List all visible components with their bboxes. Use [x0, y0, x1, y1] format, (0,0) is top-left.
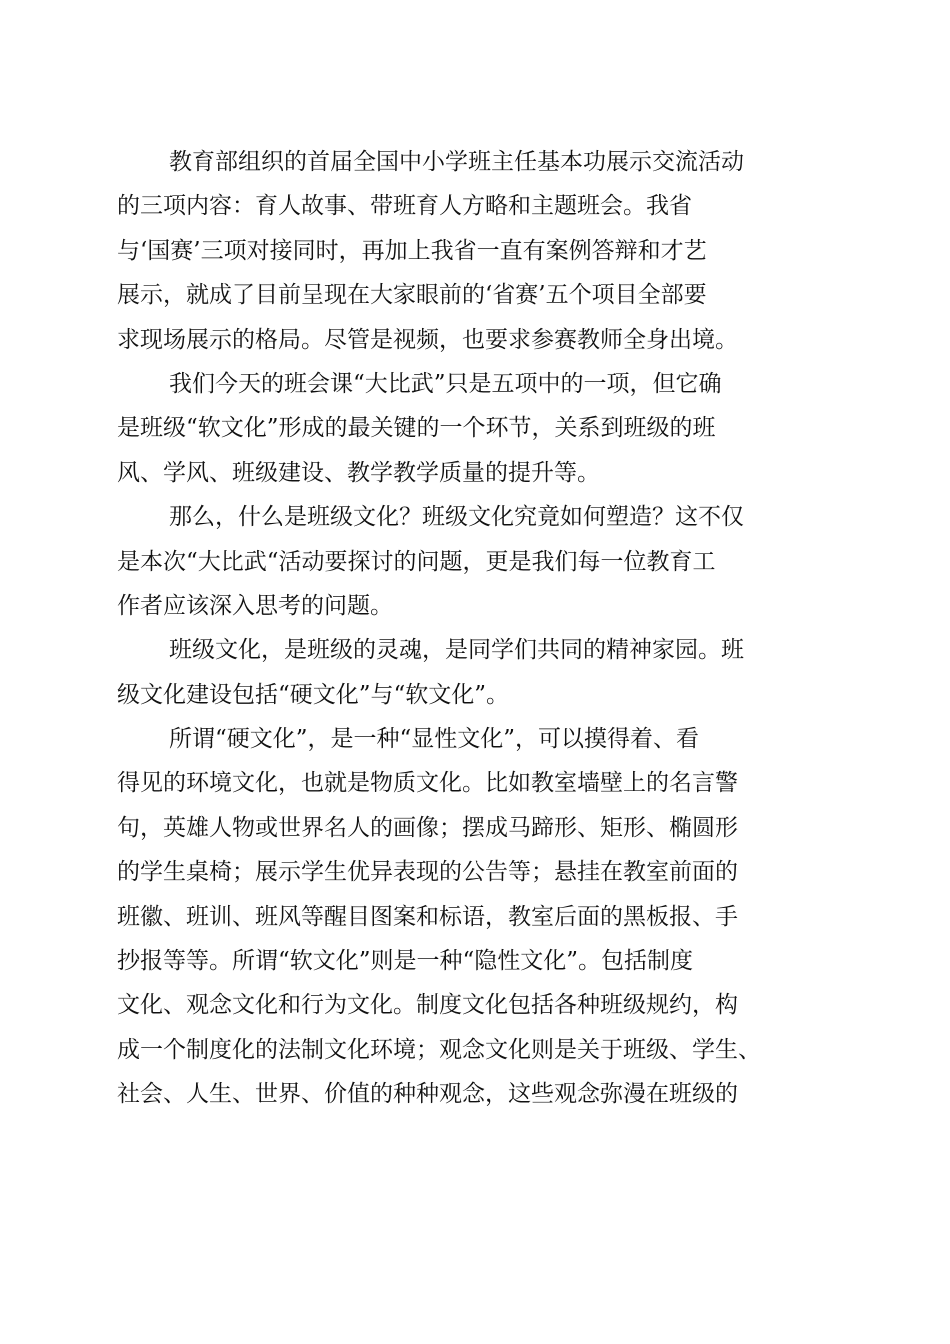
- text-line: 是班级“软文化”形成的最关键的一个环节，关系到班级的班: [117, 415, 716, 442]
- text-line: 的学生桌椅；展示学生优异表现的公告等；悬挂在教室前面的: [117, 859, 738, 886]
- text-line: 级文化建设包括“硬文化”与“软文化”。: [117, 681, 510, 708]
- text-line: 班级文化，是班级的灵魂，是同学们共同的精神家园。班: [169, 637, 744, 664]
- text-line: 教育部组织的首届全国中小学班主任基本功展示交流活动: [169, 149, 744, 175]
- text-line: 文化、观念文化和行为文化。制度文化包括各种班级规约，构: [117, 992, 738, 1019]
- text-line: 得见的环境文化，也就是物质文化。比如教室墙壁上的名言警: [117, 770, 738, 797]
- text-line: 我们今天的班会课“大比武”只是五项中的一项，但它确: [169, 370, 722, 397]
- text-line: 抄报等等。所谓“软文化”则是一种“隐性文化”。包括制度: [117, 948, 694, 975]
- text-line: 班徽、班训、班风等醒目图案和标语，教室后面的黑板报、手: [117, 903, 738, 930]
- document-body: [117, 140, 837, 1117]
- text-line: 的三项内容：育人故事、带班育人方略和主题班会。我省: [117, 193, 692, 220]
- text-line: 作者应该深入思考的问题。: [117, 592, 393, 619]
- text-line: 与‘国赛’三项对接同时，再加上我省一直有案例答辩和才艺: [117, 237, 707, 264]
- text-line: 成一个制度化的法制文化环境；观念文化则是关于班级、学生、: [117, 1036, 761, 1063]
- text-line: 社会、人生、世界、价值的种种观念，这些观念弥漫在班级的: [117, 1081, 738, 1108]
- text-line: 所谓“硬文化”，是一种“显性文化”，可以摸得着、看: [169, 726, 700, 753]
- text-line: 展示，就成了目前呈现在大家眼前的‘省赛’五个项目全部要: [117, 282, 707, 309]
- text-line: 那么，什么是班级文化？班级文化究竟如何塑造？这不仅: [169, 504, 744, 531]
- text-line: 句，英雄人物或世界名人的画像；摆成马蹄形、矩形、椭圆形: [117, 814, 738, 841]
- text-line: 风、学风、班级建设、教学教学质量的提升等。: [117, 459, 600, 486]
- text-line: 是本次“大比武“活动要探讨的问题，更是我们每一位教育工: [117, 548, 716, 575]
- text-line: 求现场展示的格局。尽管是视频，也要求参赛教师全身出境。: [117, 326, 738, 353]
